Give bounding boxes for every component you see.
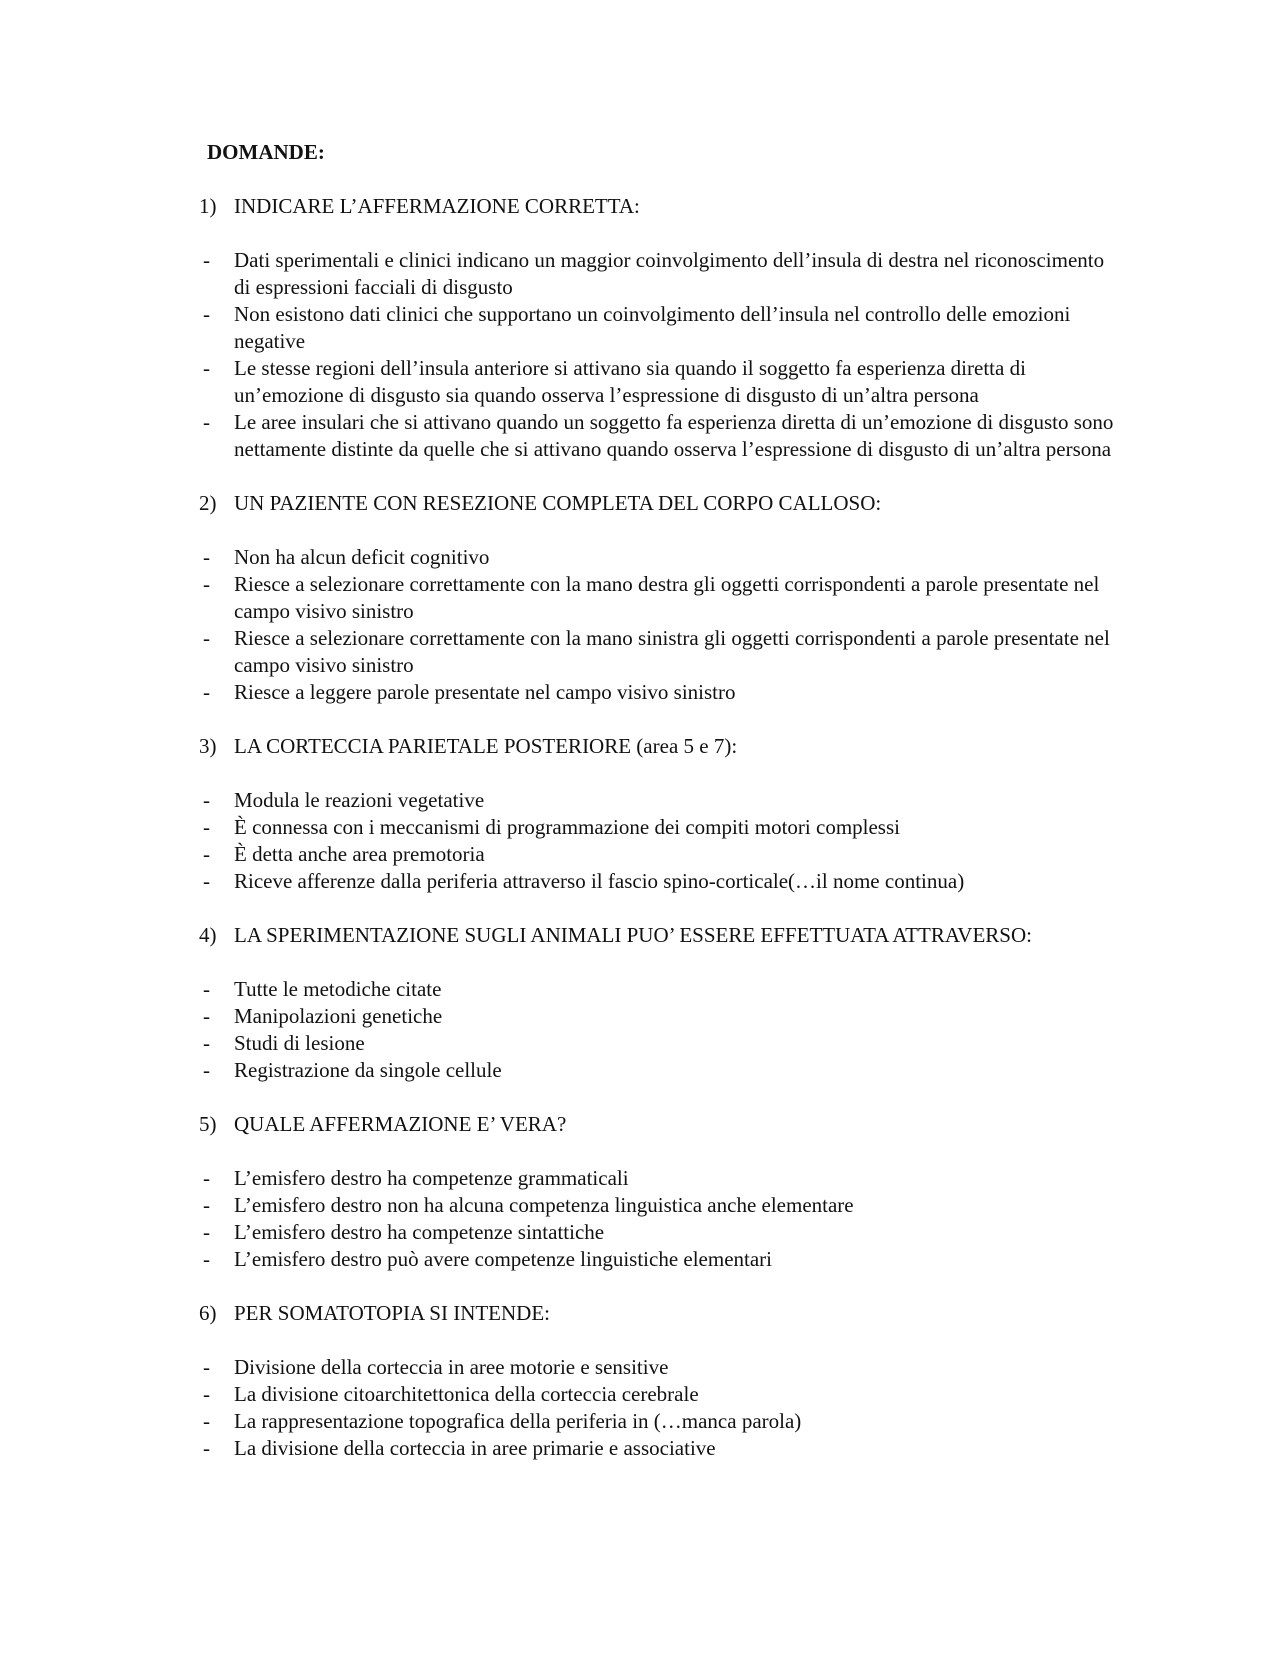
question-title: [199, 1300, 1119, 1327]
bullet-dash: -: [203, 1382, 210, 1406]
question-number: 1): [199, 194, 217, 218]
answer-option: [199, 1408, 1119, 1435]
question-text: INDICARE L’AFFERMAZIONE CORRETTA:: [234, 194, 640, 218]
question-number: 2): [199, 491, 217, 515]
bullet-dash: -: [203, 410, 210, 434]
answer-option: [199, 814, 1119, 841]
question-text: QUALE AFFERMAZIONE E’ VERA?: [234, 1112, 567, 1136]
option-text: Le aree insulari che si attivano quando un soggetto fa esperienza diretta di un’emozione di disgusto sono nettamente distinte da quelle che si attivano quando osserva l’espressione di disgusto di un’altra persona: [234, 410, 1114, 461]
bullet-dash: -: [203, 1031, 210, 1055]
answer-option: [199, 1192, 1119, 1219]
option-text: Tutte le metodiche citate: [234, 977, 442, 1001]
bullet-dash: -: [203, 1058, 210, 1082]
option-text: L’emisfero destro non ha alcuna competenza linguistica anche elementare: [234, 1193, 854, 1217]
answer-options: [199, 544, 1119, 706]
question-5: [199, 1111, 1119, 1273]
answer-option: [199, 787, 1119, 814]
bullet-dash: -: [203, 1004, 210, 1028]
option-text: Non esistono dati clinici che supportano un coinvolgimento dell’insula nel controllo delle emozioni negative: [234, 302, 1071, 353]
option-text: L’emisfero destro può avere competenze linguistiche elementari: [234, 1247, 773, 1271]
option-text: L’emisfero destro ha competenze grammaticali: [234, 1166, 629, 1190]
option-text: Registrazione da singole cellule: [234, 1058, 502, 1082]
bullet-dash: -: [203, 680, 210, 704]
bullet-dash: -: [203, 788, 210, 812]
answer-options: [199, 976, 1119, 1084]
answer-option: [199, 679, 1119, 706]
question-title: [199, 193, 1119, 220]
question-title: [199, 490, 1119, 517]
answer-option: [199, 301, 1119, 355]
bullet-dash: -: [203, 1247, 210, 1271]
question-text: UN PAZIENTE CON RESEZIONE COMPLETA DEL CORPO CALLOSO:: [234, 491, 882, 515]
option-text: Modula le reazioni vegetative: [234, 788, 485, 812]
answer-options: [199, 787, 1119, 895]
bullet-dash: -: [203, 815, 210, 839]
question-number: 5): [199, 1112, 217, 1136]
answer-option: [199, 1003, 1119, 1030]
answer-option: [199, 1030, 1119, 1057]
question-number: 4): [199, 923, 217, 947]
answer-option: [199, 571, 1119, 625]
option-text: Le stesse regioni dell’insula anteriore si attivano sia quando il soggetto fa esperienza diretta di un’emozione di disgusto sia quando osserva l’espressione di disgusto di un’altra persona: [234, 356, 1026, 407]
answer-options: [199, 247, 1119, 463]
question-text: LA CORTECCIA PARIETALE POSTERIORE (area 5 e 7):: [234, 734, 738, 758]
bullet-dash: -: [203, 1166, 210, 1190]
option-text: Non ha alcun deficit cognitivo: [234, 545, 490, 569]
option-text: Manipolazioni genetiche: [234, 1004, 443, 1028]
question-2: [199, 490, 1119, 706]
option-text: L’emisfero destro ha competenze sintattiche: [234, 1220, 605, 1244]
option-text: Studi di lesione: [234, 1031, 365, 1055]
option-text: La rappresentazione topografica della periferia in (…manca parola): [234, 1409, 802, 1433]
bullet-dash: -: [203, 1220, 210, 1244]
bullet-dash: -: [203, 1355, 210, 1379]
bullet-dash: -: [203, 1436, 210, 1460]
question-title: [199, 922, 1119, 949]
answer-option: [199, 1246, 1119, 1273]
option-text: Riesce a selezionare correttamente con la mano destra gli oggetti corrispondenti a parole presentate nel campo visivo sinistro: [234, 572, 1100, 623]
option-text: Riesce a selezionare correttamente con la mano sinistra gli oggetti corrispondenti a parole presentate nel campo visivo sinistro: [234, 626, 1110, 677]
option-text: Dati sperimentali e clinici indicano un maggior coinvolgimento dell’insula di destra nel riconoscimento di espressioni facciali di disgusto: [234, 248, 1105, 299]
question-title: [199, 733, 1119, 760]
question-1: [199, 193, 1119, 463]
bullet-dash: -: [203, 302, 210, 326]
question-4: [199, 922, 1119, 1084]
page-heading: DOMANDE:: [207, 140, 325, 164]
bullet-dash: -: [203, 869, 210, 893]
bullet-dash: -: [203, 977, 210, 1001]
question-number: 6): [199, 1301, 217, 1325]
answer-option: [199, 1165, 1119, 1192]
bullet-dash: -: [203, 1409, 210, 1433]
option-text: È connessa con i meccanismi di programmazione dei compiti motori complessi: [234, 815, 900, 839]
answer-option: [199, 409, 1119, 463]
question-text: LA SPERIMENTAZIONE SUGLI ANIMALI PUO’ ESSERE EFFETTUATA ATTRAVERSO:: [234, 923, 1032, 947]
option-text: Riesce a leggere parole presentate nel campo visivo sinistro: [234, 680, 736, 704]
option-text: La divisione della corteccia in aree primarie e associative: [234, 1436, 716, 1460]
question-title: [199, 1111, 1119, 1138]
option-text: Riceve afferenze dalla periferia attraverso il fascio spino-corticale(…il nome continua): [234, 869, 965, 893]
answer-option: [199, 247, 1119, 301]
bullet-dash: -: [203, 1193, 210, 1217]
answer-options: [199, 1354, 1119, 1462]
answer-option: [199, 1381, 1119, 1408]
bullet-dash: -: [203, 248, 210, 272]
bullet-dash: -: [203, 356, 210, 380]
option-text: È detta anche area premotoria: [234, 842, 485, 866]
question-number: 3): [199, 734, 217, 758]
option-text: Divisione della corteccia in aree motorie e sensitive: [234, 1355, 669, 1379]
bullet-dash: -: [203, 842, 210, 866]
answer-option: [199, 1219, 1119, 1246]
questions-list: [199, 193, 1119, 1489]
bullet-dash: -: [203, 572, 210, 596]
answer-option: [199, 625, 1119, 679]
answer-options: [199, 1165, 1119, 1273]
answer-option: [199, 1354, 1119, 1381]
answer-option: [199, 355, 1119, 409]
answer-option: [199, 976, 1119, 1003]
answer-option: [199, 544, 1119, 571]
option-text: La divisione citoarchitettonica della corteccia cerebrale: [234, 1382, 699, 1406]
bullet-dash: -: [203, 626, 210, 650]
answer-option: [199, 1435, 1119, 1462]
answer-option: [199, 868, 1119, 895]
question-6: [199, 1300, 1119, 1462]
bullet-dash: -: [203, 545, 210, 569]
answer-option: [199, 1057, 1119, 1084]
answer-option: [199, 841, 1119, 868]
question-text: PER SOMATOTOPIA SI INTENDE:: [234, 1301, 551, 1325]
question-3: [199, 733, 1119, 895]
